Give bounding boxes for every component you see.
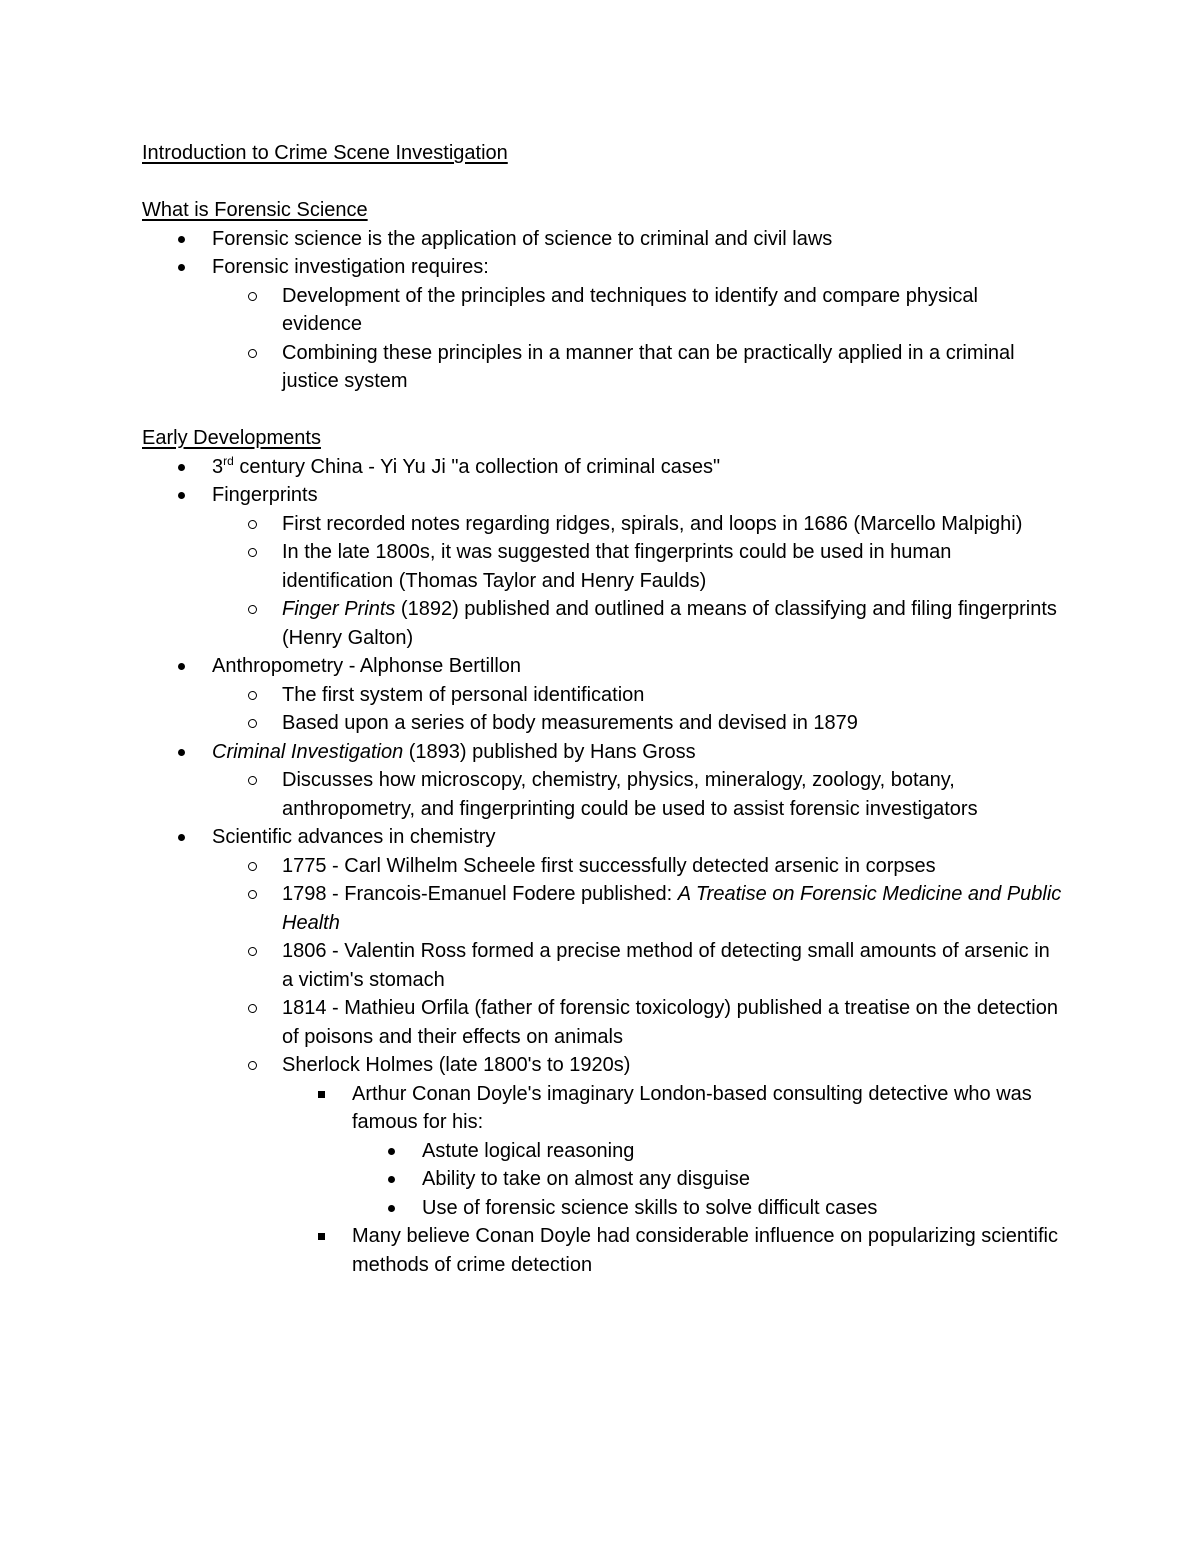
list-item: 1814 - Mathieu Orfila (father of forensic toxicology) published a treatise on the detection of poisons and their effects on animals	[212, 994, 1062, 1051]
bullet-disc-icon	[178, 749, 185, 756]
anthropometry-list	[212, 681, 1062, 738]
list-item: 1775 - Carl Wilhelm Scheele first successfully detected arsenic in corpses	[212, 852, 1062, 881]
list-item: Use of forensic science skills to solve difficult cases	[352, 1194, 1062, 1223]
bullet-circle-icon	[248, 520, 257, 529]
list-item: Arthur Conan Doyle's imaginary London-based consulting detective who was famous for his: Astute logical reasoning Ability to take on almost any disguise Use of forensic science skills to solve difficult cases	[282, 1080, 1062, 1223]
list-item: Criminal Investigation (1893) published by Hans Gross Discusses how microscopy, chemistry, physics, mineralogy, zoology, botany, anthropometry, and fingerprinting could be used to assist forensic investigators	[142, 738, 1062, 824]
requirements-list	[212, 282, 1062, 396]
bullet-circle-icon	[248, 947, 257, 956]
list-item: 3rd century China - Yi Yu Ji "a collection of criminal cases"	[142, 453, 1062, 482]
bullet-circle-icon	[248, 719, 257, 728]
list-item: Forensic science is the application of science to criminal and civil laws	[142, 225, 1062, 254]
list-item: Discusses how microscopy, chemistry, physics, mineralogy, zoology, botany, anthropometry, and fingerprinting could be used to assist forensic investigators	[212, 766, 1062, 823]
sherlock-list	[282, 1080, 1062, 1280]
list-item: Forensic investigation requires: Development of the principles and techniques to identify and compare physical evidence Combining these principles in a manner that can be practically applied in a criminal justice system	[142, 253, 1062, 396]
document-page	[142, 139, 1062, 1279]
list-item: Ability to take on almost any disguise	[352, 1165, 1062, 1194]
chemistry-list	[212, 852, 1062, 1280]
section-heading-forensic-science: What is Forensic Science	[142, 199, 368, 221]
section-heading-early-developments: Early Developments	[142, 427, 321, 449]
bullet-circle-icon	[248, 776, 257, 785]
criminal-investigation-list	[212, 766, 1062, 823]
early-developments-list	[142, 453, 1062, 1280]
bullet-square-icon	[318, 1091, 325, 1098]
bullet-circle-icon	[248, 1004, 257, 1013]
list-item: The first system of personal identification	[212, 681, 1062, 710]
list-item: Many believe Conan Doyle had considerable influence on popularizing scientific methods of crime detection	[282, 1222, 1062, 1279]
list-item: Sherlock Holmes (late 1800's to 1920s) Arthur Conan Doyle's imaginary London-based consulting detective who was famous for his: Astute logical reasoning Ability to take on almost any disguise Use of forensic science skills to solve difficult cases Many believe Conan Doyle had considerable influence on popularizing scientific methods of crime detection	[212, 1051, 1062, 1279]
bullet-disc-icon	[178, 663, 185, 670]
traits-list	[352, 1137, 1062, 1223]
list-item: Fingerprints First recorded notes regarding ridges, spirals, and loops in 1686 (Marcello Malpighi) In the late 1800s, it was suggested that fingerprints could be used in human identification (Thomas Taylor and Henry Faulds) Finger Prints (1892) published and outlined a means of classifying and filing fingerprints (Henry Galton)	[142, 481, 1062, 652]
bullet-disc-icon	[178, 464, 185, 471]
bullet-disc-icon	[178, 236, 185, 243]
list-item: In the late 1800s, it was suggested that fingerprints could be used in human identification (Thomas Taylor and Henry Faulds)	[212, 538, 1062, 595]
list-item: Combining these principles in a manner that can be practically applied in a criminal justice system	[212, 339, 1062, 396]
bullet-circle-icon	[248, 349, 257, 358]
bullet-circle-icon	[248, 691, 257, 700]
bullet-circle-icon	[248, 862, 257, 871]
list-item: 1806 - Valentin Ross formed a precise method of detecting small amounts of arsenic in a victim's stomach	[212, 937, 1062, 994]
list-item: First recorded notes regarding ridges, spirals, and loops in 1686 (Marcello Malpighi)	[212, 510, 1062, 539]
bullet-disc-icon	[178, 834, 185, 841]
bullet-circle-icon	[248, 890, 257, 899]
bullet-disc-icon	[388, 1176, 395, 1183]
list-item: Scientific advances in chemistry 1775 - Carl Wilhelm Scheele first successfully detected arsenic in corpses 1798 - Francois-Emanuel Fodere published: A Treatise on Forensic Medicine and Public Health 1806 - Valentin Ross formed a precise method of detecting small amounts of arsenic in a victim's stomach 1814 - Mathieu Orfila (father of forensic toxicology) published a treatise on the detection of poisons and their effects on animals Sherlock Holmes (late 1800's to 1920s) Arthur Conan Doyle's imaginary London-based consulting detective who was famous for his: Astute logical reasoning Ability to take on almost any disguise Use of forensic science skills to solve difficult cases Many believe Conan Doyle had considerable influence on popularizing scientific methods of crime detection	[142, 823, 1062, 1279]
fingerprints-list	[212, 510, 1062, 653]
bullet-circle-icon	[248, 605, 257, 614]
list-item: Astute logical reasoning	[352, 1137, 1062, 1166]
bullet-square-icon	[318, 1233, 325, 1240]
list-item: 1798 - Francois-Emanuel Fodere published: A Treatise on Forensic Medicine and Public Health	[212, 880, 1062, 937]
forensic-science-list	[142, 225, 1062, 396]
bullet-circle-icon	[248, 292, 257, 301]
bullet-disc-icon	[388, 1205, 395, 1212]
list-item: Based upon a series of body measurements and devised in 1879	[212, 709, 1062, 738]
bullet-disc-icon	[178, 492, 185, 499]
bullet-disc-icon	[178, 264, 185, 271]
list-item: Finger Prints (1892) published and outlined a means of classifying and filing fingerprints (Henry Galton)	[212, 595, 1062, 652]
bullet-disc-icon	[388, 1148, 395, 1155]
list-item: Development of the principles and techniques to identify and compare physical evidence	[212, 282, 1062, 339]
document-title: Introduction to Crime Scene Investigation	[142, 142, 508, 164]
bullet-circle-icon	[248, 1061, 257, 1070]
list-item: Anthropometry - Alphonse Bertillon The first system of personal identification Based upon a series of body measurements and devised in 1879	[142, 652, 1062, 738]
bullet-circle-icon	[248, 548, 257, 557]
